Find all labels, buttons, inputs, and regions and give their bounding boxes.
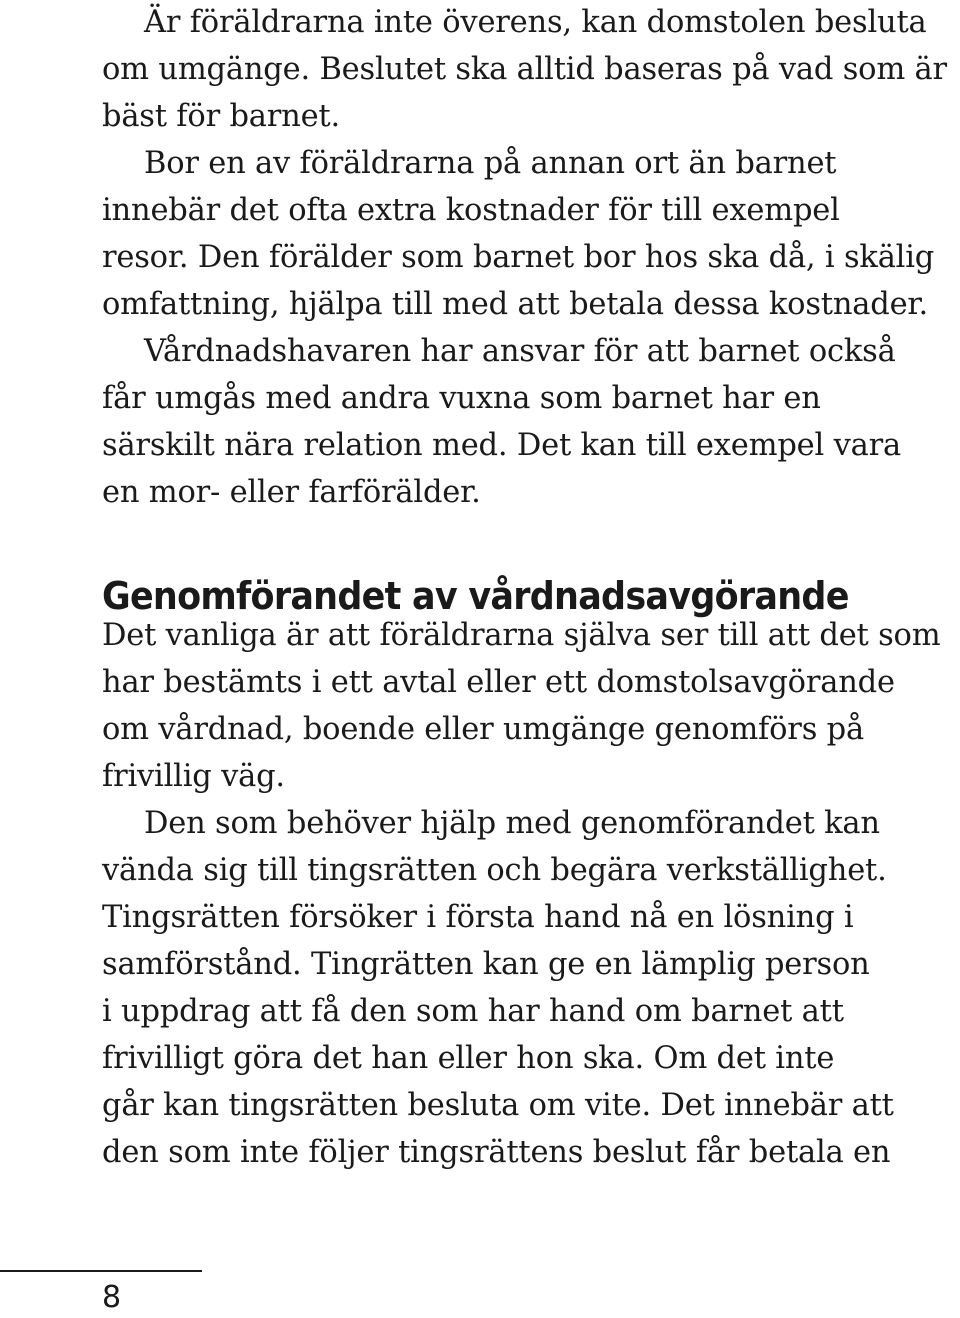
footer-divider [0, 1270, 202, 1272]
paragraph-line: går kan tingsrätten besluta om vite. Det innebär att [102, 1088, 894, 1123]
section-heading: Genomförandet av vårdnadsavgörande [102, 574, 849, 618]
paragraph-line: samförstånd. Tingrätten kan ge en lämplig person [102, 947, 870, 982]
paragraph-line: frivillig väg. [102, 759, 285, 794]
paragraph-line: får umgås med andra vuxna som barnet har en [102, 381, 821, 416]
paragraph-line: i uppdrag att få den som har hand om barnet att [102, 994, 844, 1029]
paragraph-line: särskilt nära relation med. Det kan till exempel vara [102, 428, 901, 463]
paragraph-line: resor. Den förälder som barnet bor hos ska då, i skälig [102, 240, 935, 275]
paragraph-line: Bor en av föräldrarna på annan ort än barnet [144, 146, 837, 181]
paragraph-line: bäst för barnet. [102, 99, 340, 134]
paragraph-line: en mor- eller farförälder. [102, 475, 481, 510]
paragraph-line: Är föräldrarna inte överens, kan domstolen besluta [144, 5, 927, 40]
body-text-top [102, 0, 952, 516]
paragraph-line: har bestämts i ett avtal eller ett domstolsavgörande [102, 665, 895, 700]
paragraph-line: Det vanliga är att föräldrarna själva ser till att det som [102, 618, 941, 653]
paragraph-line: vända sig till tingsrätten och begära verkställighet. [102, 853, 887, 888]
paragraph-line: om umgänge. Beslutet ska alltid baseras på vad som är [102, 52, 947, 87]
paragraph-line: frivilligt göra det han eller hon ska. Om det inte [102, 1041, 835, 1076]
page-number: 8 [102, 1280, 122, 1315]
paragraph-line: den som inte följer tingsrättens beslut får betala en [102, 1135, 891, 1170]
paragraph-line: om vårdnad, boende eller umgänge genomförs på [102, 712, 864, 747]
paragraph-line: Den som behöver hjälp med genomförandet kan [144, 806, 880, 841]
paragraph-line: omfattning, hjälpa till med att betala dessa kostnader. [102, 287, 928, 322]
paragraph-line: Tingsrätten försöker i första hand nå en lösning i [102, 900, 854, 935]
paragraph-line: innebär det ofta extra kostnader för till exempel [102, 193, 840, 228]
paragraph-line: Vårdnadshavaren har ansvar för att barnet också [144, 334, 896, 369]
body-text-section [102, 612, 952, 1176]
